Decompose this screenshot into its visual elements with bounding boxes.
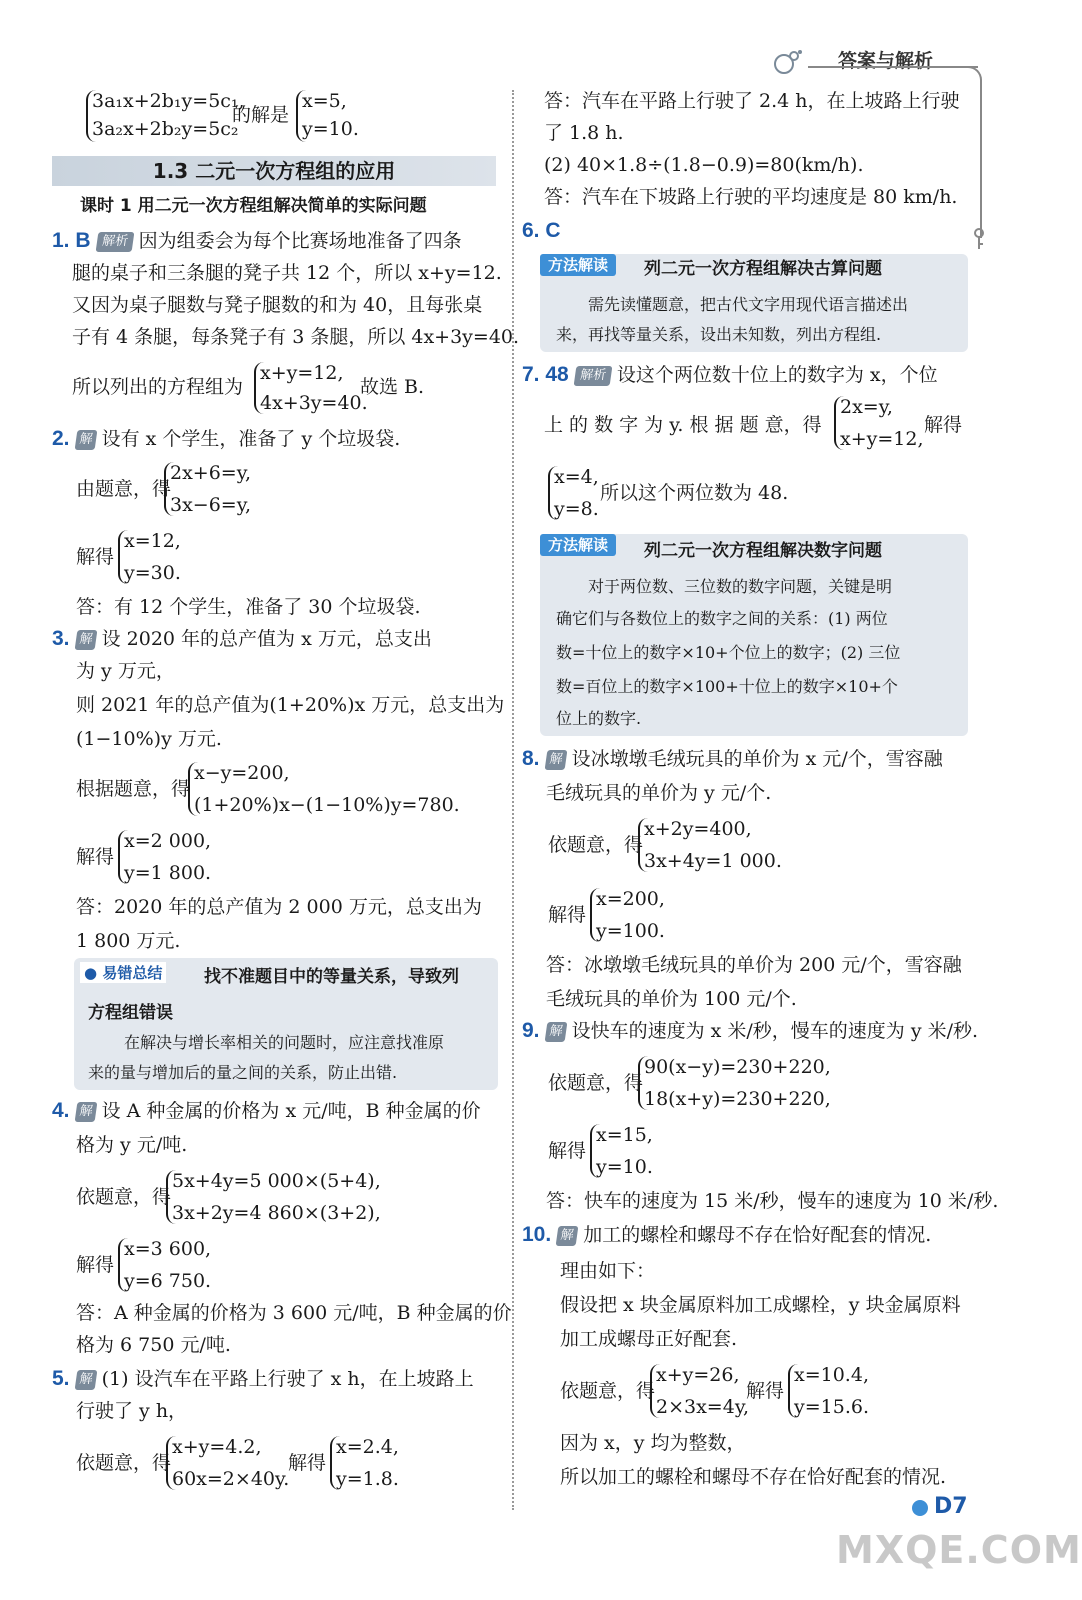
solution: y=15.6.	[794, 1396, 869, 1418]
equation: 3a₁x+2b₁y=5c₁,	[92, 90, 245, 112]
text: 答：汽车在下坡路上行驶的平均速度是 80 km/h.	[544, 186, 958, 208]
text: 依题意，得	[560, 1380, 656, 1402]
section-title: 1.3 二元一次方程组的应用	[52, 156, 496, 186]
text: 设 2020 年的总产值为 x 万元，总支出	[101, 628, 432, 650]
text: 解得	[76, 1254, 115, 1276]
equation: 3x+2y=4 860×(3+2),	[172, 1202, 381, 1224]
q8-line	[522, 746, 943, 772]
text: 答：2020 年的总产值为 2 000 万元，总支出为	[76, 896, 482, 918]
solution: y=8.	[554, 498, 599, 520]
q2-line	[52, 426, 400, 452]
equation: 60x=2×40y.	[172, 1468, 290, 1490]
question-number: 5.	[52, 1367, 70, 1390]
solution-tag: 解	[544, 1022, 567, 1042]
text: 答：冰墩墩毛绒玩具的单价为 200 元/个，雪容融	[546, 954, 962, 976]
text: 解得	[746, 1380, 785, 1402]
text: (2) 40×1.8÷(1.8−0.9)=80(km/h).	[544, 154, 864, 176]
method-body: 对于两位数、三位数的数字问题，关键是明	[588, 577, 893, 596]
question-number: 7. 48	[522, 363, 569, 386]
text: 解得	[548, 1140, 587, 1162]
text: 为 y 万元，	[76, 660, 175, 682]
solution: y=100.	[596, 920, 665, 942]
q1-line	[52, 228, 462, 254]
text: 上 的 数 字 为 y. 根 据 题 意，得	[544, 414, 822, 436]
solution: y=30.	[124, 562, 181, 584]
text: 设这个两位数十位上的数字为 x，个位	[616, 364, 938, 386]
text: 又因为桌子腿数与凳子腿数的和为 40，且每张桌	[72, 294, 483, 316]
header-curve	[960, 66, 982, 238]
error-tag: ● 易错总结	[80, 962, 166, 983]
text: 依题意，得	[76, 1452, 172, 1474]
text: 毛绒玩具的单价为 100 元/个.	[546, 988, 797, 1010]
equation: x+y=12,	[840, 428, 924, 450]
equation: 3x+4y=1 000.	[644, 850, 782, 872]
text: 腿的桌子和三条腿的凳子共 12 个，所以 x+y=12.	[72, 262, 502, 284]
text: 假设把 x 块金属原料加工成螺栓，y 块金属原料	[560, 1294, 961, 1316]
solution: x=15,	[596, 1124, 653, 1146]
text: 子有 4 条腿，每条凳子有 3 条腿，所以 4x+3y=40.	[72, 326, 520, 348]
text: 设快车的速度为 x 米/秒，慢车的速度为 y 米/秒.	[571, 1020, 979, 1042]
method-title: 列二元一次方程组解决古算问题	[644, 259, 882, 279]
equation: x+y=26,	[656, 1364, 740, 1386]
solution-tag: 解	[544, 750, 567, 770]
equation: x+2y=400,	[644, 818, 752, 840]
q3-line	[52, 626, 432, 652]
text: 解得	[76, 546, 115, 568]
text: 根据题意，得	[76, 778, 191, 800]
method-body: 数=百位上的数字×100+十位上的数字×10+个	[556, 677, 898, 696]
method-body: 数=十位上的数字×10+个位上的数字；(2) 三位	[556, 643, 901, 662]
solution: x=10.4,	[794, 1364, 869, 1386]
solution-tag: 解	[74, 1102, 97, 1122]
text: 理由如下：	[560, 1260, 656, 1282]
equation: x+y=4.2,	[172, 1436, 262, 1458]
equation: 18(x+y)=230+220,	[644, 1088, 831, 1110]
text: 行驶了 y h，	[76, 1400, 188, 1422]
solution: x=3 600,	[124, 1238, 212, 1260]
equation: x+y=12,	[260, 362, 344, 384]
solution: x=5,	[302, 90, 347, 112]
text: 答：A 种金属的价格为 3 600 元/吨，B 种金属的价	[76, 1302, 512, 1324]
key-icon	[972, 228, 986, 250]
equation: 2x+6=y,	[170, 462, 251, 484]
method-tag: 方法解读	[540, 534, 616, 556]
q7-line	[522, 362, 938, 388]
question-number: 10.	[522, 1223, 552, 1246]
text: 所以这个两位数为 48.	[600, 482, 789, 504]
text: 了 1.8 h.	[544, 122, 624, 144]
solution: y=10.	[302, 118, 359, 140]
text: 加工成螺母正好配套.	[560, 1328, 738, 1350]
text: 所以加工的螺栓和螺母不存在恰好配套的情况.	[560, 1466, 947, 1488]
page-number: D7	[934, 1494, 968, 1519]
text: 答：快车的速度为 15 米/秒，慢车的速度为 10 米/秒.	[546, 1190, 999, 1212]
text: (1−10%)y 万元.	[76, 728, 222, 750]
text: 的解是	[232, 104, 290, 126]
solution: x=2 000,	[124, 830, 212, 852]
text: 1 800 万元.	[76, 930, 181, 952]
header-rule	[808, 66, 978, 68]
q5-line	[52, 1366, 474, 1392]
solution: x=12,	[124, 530, 181, 552]
q4-line	[52, 1098, 481, 1124]
equation: 2×3x=4y,	[656, 1396, 750, 1418]
solution: y=1 800.	[124, 862, 212, 884]
text: 因为组委会为每个比赛场地准备了四条	[138, 230, 462, 252]
text: 格为 6 750 元/吨.	[76, 1334, 231, 1356]
solution: x=4,	[554, 466, 599, 488]
equation: 5x+4y=5 000×(5+4),	[172, 1170, 381, 1192]
solution-tag: 解	[74, 430, 97, 450]
column-divider	[512, 90, 514, 1510]
text: 解得	[548, 904, 587, 926]
text: 依题意，得	[76, 1186, 172, 1208]
question-number: 1. B	[52, 229, 91, 252]
method-title: 列二元一次方程组解决数字问题	[644, 541, 882, 561]
text: 由题意，得	[76, 478, 172, 500]
text: 格为 y 元/吨.	[76, 1134, 188, 1156]
error-title: 方程组错误	[88, 1003, 173, 1023]
analysis-tag: 解析	[95, 232, 134, 252]
equation: 90(x−y)=230+220,	[644, 1056, 831, 1078]
text: 因为 x，y 均为整数，	[560, 1432, 746, 1454]
question-number: 9.	[522, 1019, 540, 1042]
method-body: 需先读懂题意，把古代文字用现代语言描述出	[588, 295, 909, 314]
equation: 3x−6=y,	[170, 494, 251, 516]
text: 设冰墩墩毛绒玩具的单价为 x 元/个，雪容融	[571, 748, 943, 770]
solution: y=6 750.	[124, 1270, 212, 1292]
solution: x=2.4,	[336, 1436, 399, 1458]
equation: 2x=y,	[840, 396, 893, 418]
text: (1) 设汽车在平路上行驶了 x h，在上坡路上	[101, 1368, 474, 1390]
text: 加工的螺栓和螺母不存在恰好配套的情况.	[583, 1224, 932, 1246]
error-body: 在解决与增长率相关的问题时，应注意找准原	[124, 1033, 445, 1052]
watermark: MXQE.COM	[836, 1528, 1082, 1572]
text: 答：有 12 个学生，准备了 30 个垃圾袋.	[76, 596, 421, 618]
solution-tag: 解	[74, 1370, 97, 1390]
method-body: 确它们与各数位上的数字之间的关系：(1) 两位	[556, 609, 888, 628]
solution: y=1.8.	[336, 1468, 399, 1490]
solution: x=200,	[596, 888, 665, 910]
solution-tag: 解	[556, 1226, 579, 1246]
method-body: 位上的数字.	[556, 709, 642, 728]
lesson-title: 课时 1 用二元一次方程组解决简单的实际问题	[80, 196, 427, 216]
method-tag: 方法解读	[540, 254, 616, 276]
equation: 4x+3y=40.	[260, 392, 368, 414]
solution-tag: 解	[74, 630, 97, 650]
text: 答：汽车在平路上行驶了 2.4 h，在上坡路上行驶	[544, 90, 960, 112]
question-number: 8.	[522, 747, 540, 770]
q9-line	[522, 1018, 978, 1044]
header-title: 答案与解析	[838, 50, 934, 72]
equation: (1+20%)x−(1−10%)y=780.	[194, 794, 460, 816]
text: 依题意，得	[548, 834, 644, 856]
text: 则 2021 年的总产值为(1+20%)x 万元，总支出为	[76, 694, 505, 716]
page-dot-icon	[912, 1500, 928, 1516]
text: 设 A 种金属的价格为 x 元/吨，B 种金属的价	[101, 1100, 481, 1122]
text: 解得	[288, 1452, 327, 1474]
question-number: 4.	[52, 1099, 70, 1122]
error-body: 来的量与增加后的量之间的关系，防止出错.	[88, 1063, 398, 1082]
method-body: 来，再找等量关系，设出未知数，列出方程组.	[556, 325, 882, 344]
text: 设有 x 个学生，准备了 y 个垃圾袋.	[101, 428, 401, 450]
header-icon	[770, 48, 804, 76]
text: 解得	[924, 414, 963, 436]
text: 解得	[76, 846, 115, 868]
error-title: 找不准题目中的等量关系，导致列	[204, 967, 459, 987]
solution: y=10.	[596, 1156, 653, 1178]
question-number: 2.	[52, 427, 70, 450]
question-number: 3.	[52, 627, 70, 650]
question-number: 6. C	[522, 219, 561, 242]
equation: x−y=200,	[194, 762, 290, 784]
q10-line	[522, 1222, 931, 1248]
text: 依题意，得	[548, 1072, 644, 1094]
text: 所以列出的方程组为	[72, 376, 244, 398]
text: 毛绒玩具的单价为 y 元/个.	[546, 782, 772, 804]
magnifier-icon: ●	[84, 964, 98, 982]
equation: 3a₂x+2b₂y=5c₂	[92, 118, 239, 140]
analysis-tag: 解析	[573, 366, 612, 386]
text: 故选 B.	[360, 376, 425, 398]
